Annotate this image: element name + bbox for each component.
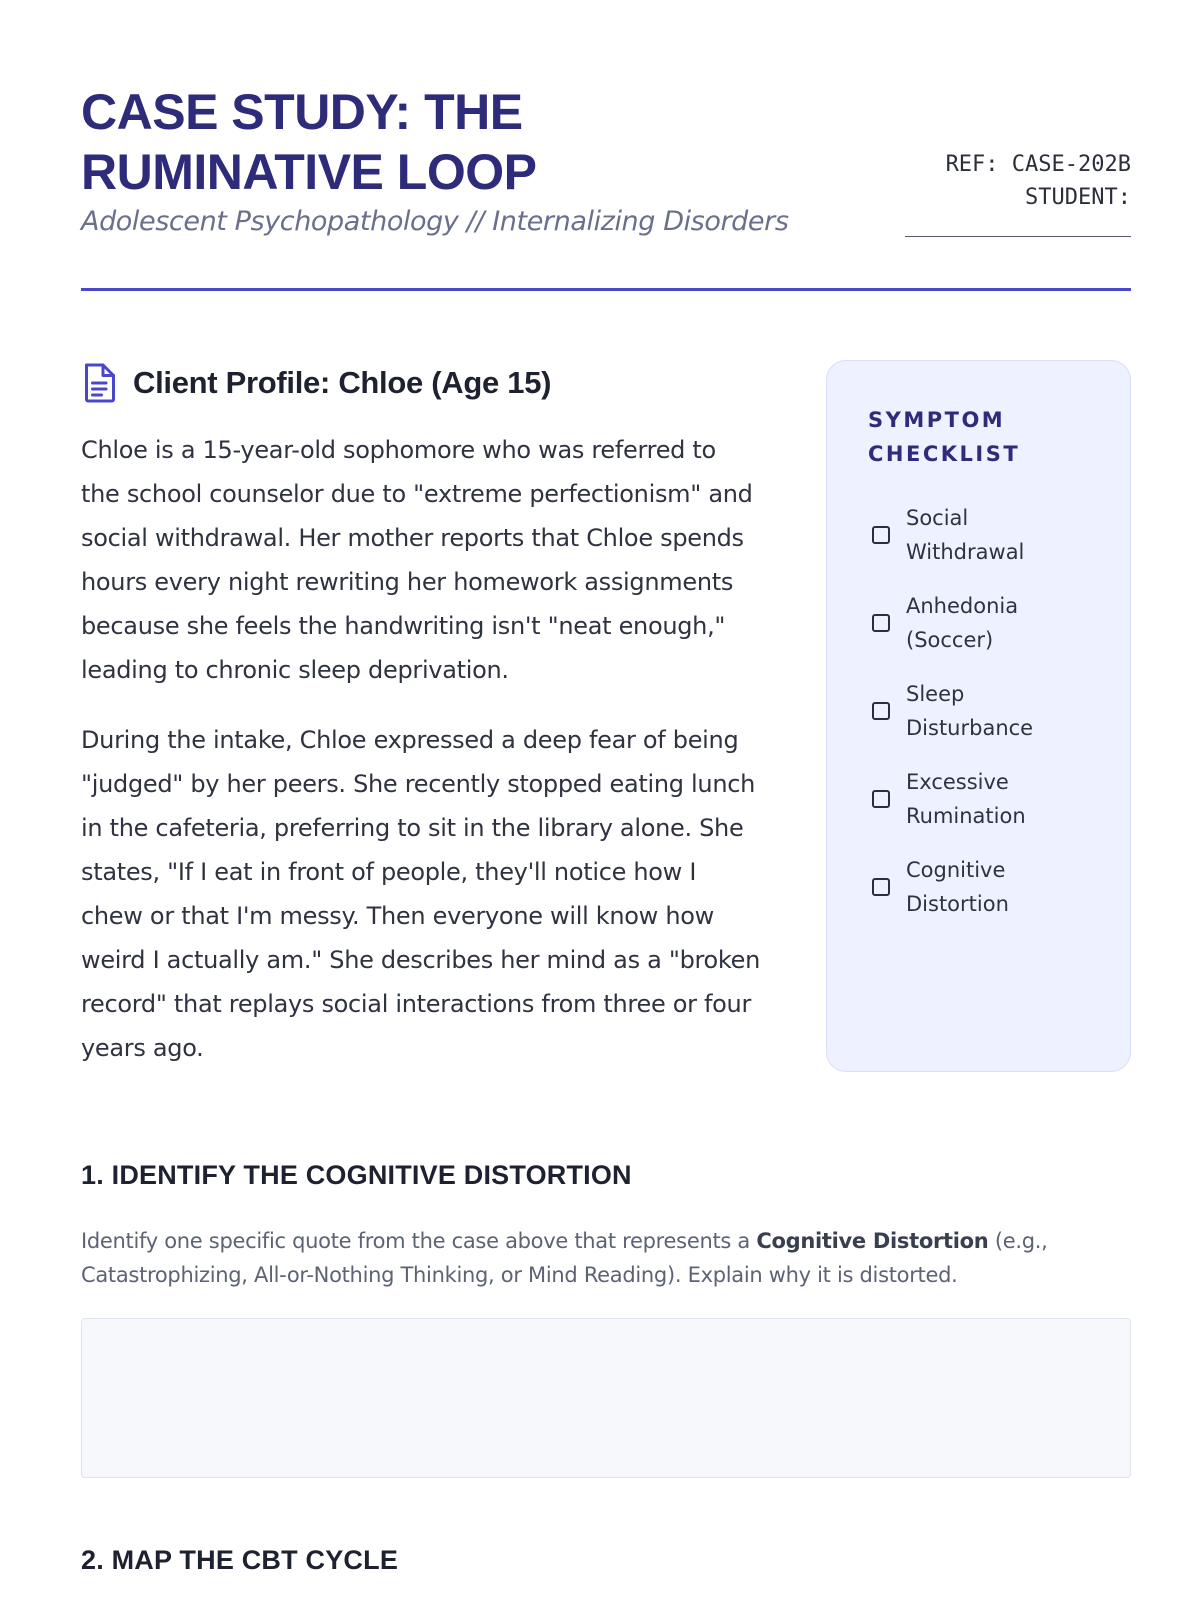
checklist-item-label: Social Withdrawal [906, 506, 1025, 564]
client-profile-title: Client Profile: Chloe (Age 15) [133, 365, 552, 400]
checklist-item[interactable] [868, 765, 1130, 833]
section-1-heading: 1. IDENTIFY THE COGNITIVE DISTORTION [81, 1160, 632, 1190]
symptom-checklist [826, 360, 1131, 1072]
client-profile [81, 358, 761, 1070]
checklist-item-label: Cognitive Distortion [906, 858, 1009, 916]
checkbox[interactable] [872, 878, 890, 896]
ref-code: REF: CASE-202B [945, 152, 1131, 177]
checklist-item-label: Excessive Rumination [906, 770, 1026, 828]
student-name-field[interactable] [905, 214, 1131, 237]
checkbox[interactable] [872, 702, 890, 720]
title-line-1: CASE STUDY: THE [81, 84, 523, 140]
section-2-heading: 2. MAP THE CBT CYCLE [81, 1545, 399, 1575]
instructions-emphasis: Cognitive Distortion [756, 1229, 989, 1253]
checklist-item[interactable] [868, 589, 1130, 657]
document-icon [81, 362, 119, 404]
title-line-2: RUMINATIVE LOOP [81, 144, 537, 200]
header-divider [81, 288, 1131, 291]
checkbox[interactable] [872, 614, 890, 632]
page-title [81, 82, 536, 202]
checklist-title: SYMPTOM CHECKLIST [868, 408, 1021, 466]
checklist-items [868, 501, 1130, 921]
case-meta [905, 148, 1131, 237]
client-profile-header [81, 358, 761, 408]
checklist-item[interactable] [868, 677, 1130, 745]
student-label: STUDENT: [1025, 185, 1131, 210]
profile-paragraph-2: During the intake, Chloe expressed a deep fear of being "judged" by her peers. She recently stopped eating lunch in the cafeteria, preferring to sit in the library alone. She states, "If I eat in front of people, they'll notice how I chew or that I'm messy. Then everyone will know how weird I actually am." She describes her mind as a "broken record" that replays social interactions from three or four years ago. [81, 726, 761, 1062]
worksheet-page [81, 0, 1131, 1575]
instructions-text: Identify one specific quote from the case above that represents a [81, 1229, 757, 1253]
checkbox[interactable] [872, 526, 890, 544]
page-subtitle: Adolescent Psychopathology // Internalizing Disorders [81, 206, 789, 237]
instructions-text-end: (e.g., Catastrophizing, All-or-Nothing Thinking, or Mind Reading). Explain why it is distorted. [81, 1229, 1048, 1287]
checklist-item-label: Anhedonia (Soccer) [906, 594, 1019, 652]
checklist-item[interactable] [868, 501, 1130, 569]
profile-paragraph-1: Chloe is a 15-year-old sophomore who was referred to the school counselor due to "extreme perfectionism" and social withdrawal. Her mother reports that Chloe spends hours every night rewriting her homework assignments because she feels the handwriting isn't "neat enough," leading to chronic sleep deprivation. [81, 436, 753, 684]
distortion-answer-box[interactable] [81, 1318, 1131, 1478]
checkbox[interactable] [872, 790, 890, 808]
checklist-item[interactable] [868, 853, 1130, 921]
section-1-instructions [81, 1224, 1101, 1292]
checklist-item-label: Sleep Disturbance [906, 682, 1034, 740]
page-header [81, 0, 1131, 292]
